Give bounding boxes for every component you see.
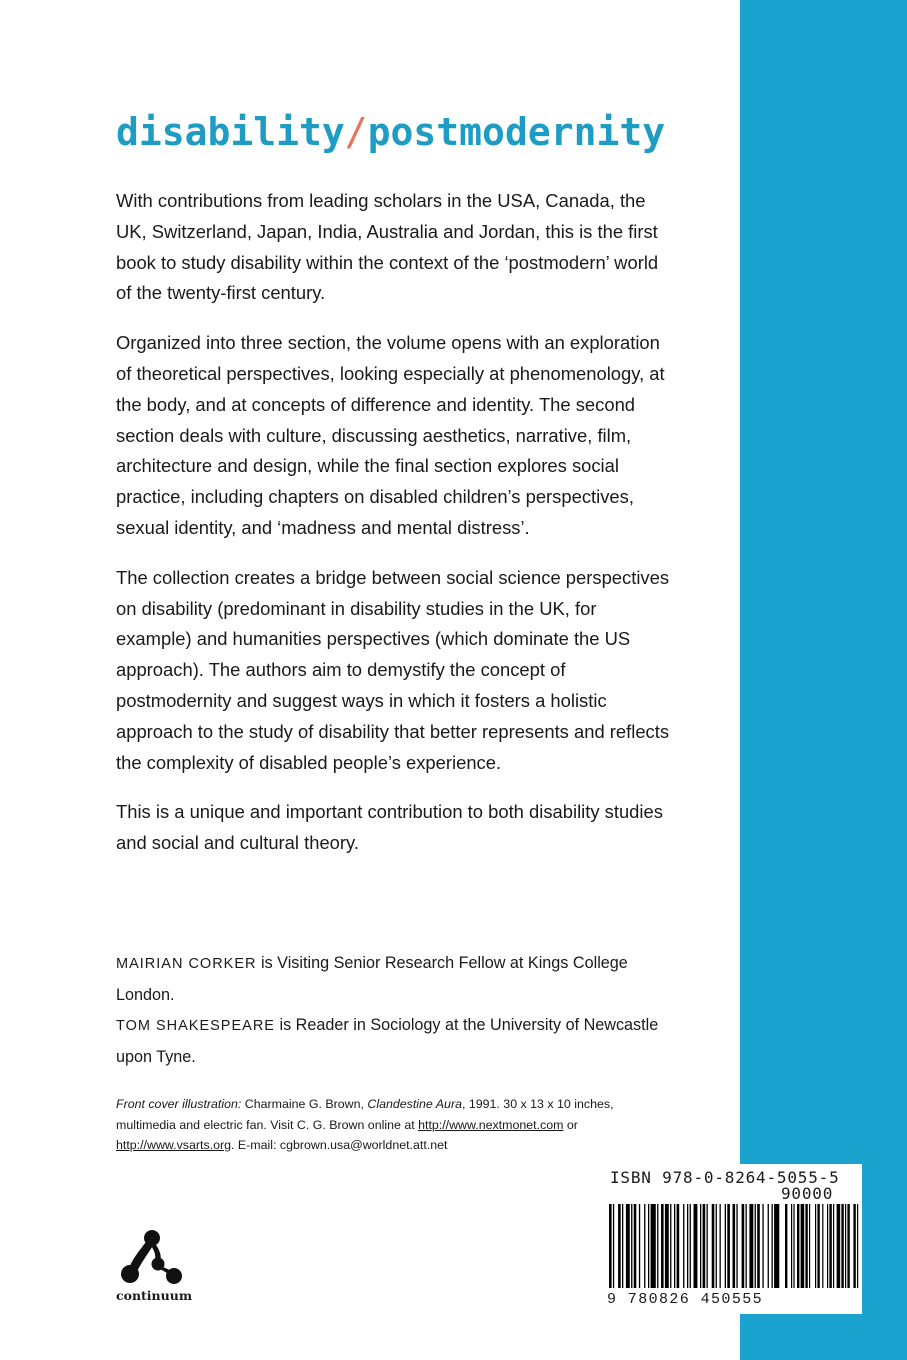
blurb-paragraph-2: Organized into three section, the volume opens with an exploration of theoretical perspectives, looking especially at phenomenology, at the body, and at concepts of difference and identity. The second section deals with culture, discussing aesthetics, narrative, film, architecture and design, while the final section explores social practice, including chapters on disabled children’s perspectives, sexual identity, and ‘madness and mental distress’. — [116, 332, 665, 538]
title-part-disability: disability — [116, 110, 345, 154]
blurb-paragraph-4: This is a unique and important contribution to both disability studies and social and cultural theory. — [116, 801, 663, 854]
editor-bios — [116, 948, 676, 1072]
barcode-digits: 9 780826 450555 — [607, 1291, 764, 1308]
bio-mairian-corker — [116, 948, 676, 1010]
credit-email: . E-mail: cgbrown.usa@worldnet.att.net — [231, 1138, 448, 1152]
credit-artist: Charmaine G. Brown, — [241, 1097, 368, 1111]
continuum-logo-icon — [120, 1230, 184, 1286]
nextmonet-link[interactable]: http://www.nextmonet.com — [418, 1117, 564, 1132]
blurb-paragraph-1: With contributions from leading scholars in the USA, Canada, the UK, Switzerland, Japan, India, Australia and Jordan, this is the first book to study disability within the context of the ‘postmodern’ world of the twenty-first century. — [116, 190, 659, 304]
publisher-name: continuum — [116, 1288, 193, 1303]
editor-bio-text: is Reader in Sociology at the University of Newcastle upon Tyne. — [116, 1016, 659, 1066]
editor-name: MAIRIAN CORKER — [116, 956, 257, 972]
credit-label: Front cover illustration: — [116, 1097, 242, 1111]
continuum-logo — [116, 1230, 196, 1303]
vsarts-link[interactable]: http://www.vsarts.org — [116, 1138, 231, 1152]
isbn-barcode — [603, 1164, 862, 1314]
blurb — [116, 186, 676, 878]
title-part-postmodernity: postmodernity — [367, 110, 666, 154]
title-slash: / — [344, 110, 368, 154]
price-code: 90000 — [781, 1184, 834, 1203]
credit-details: , 1991. 30 x 13 x 10 inches, multimedia and electric fan. Visit C. G. Brown online at — [116, 1097, 614, 1132]
barcode-bars — [607, 1204, 859, 1290]
book-title — [116, 108, 665, 156]
credit-work-title: Clandestine Aura — [367, 1097, 462, 1111]
credit-or: or — [563, 1117, 578, 1132]
cover-illustration-credit — [116, 1094, 636, 1156]
editor-bio-text: is Visiting Senior Research Fellow at Kings College London. — [116, 954, 628, 1004]
blurb-paragraph-3: The collection creates a bridge between social science perspectives on disability (predominant in disability studies in the UK, for example) and humanities perspectives (which dominate the US approach). The authors aim to demystify the concept of postmodernity and suggest ways in which it fosters a holistic approach to the study of disability that better represents and reflects the complexity of disabled people’s experience. — [116, 566, 670, 773]
cover-side-band — [740, 0, 907, 1360]
bio-tom-shakespeare — [116, 1010, 676, 1072]
editor-name: TOM SHAKESPEARE — [116, 1018, 275, 1034]
isbn-text: ISBN 978-0-8264-5055-5 — [610, 1168, 840, 1187]
